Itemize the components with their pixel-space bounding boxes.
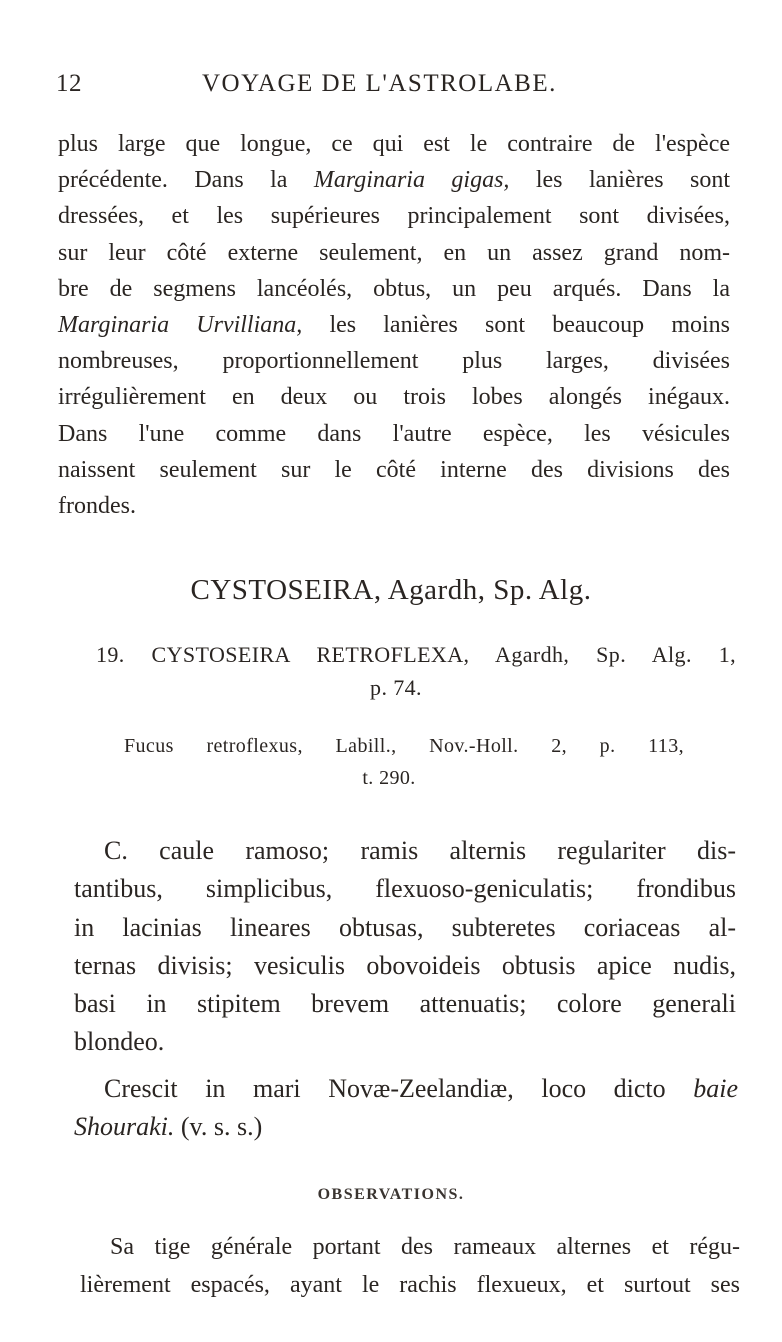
text-line — [80, 1228, 740, 1266]
text-line — [74, 832, 736, 870]
text-line: nombreuses, proportionnellement plus larges, divisées — [58, 348, 730, 375]
text-line: 19. CYSTOSEIRA RETROFLEXA, Agardh, Sp. Alg. 1, — [96, 642, 736, 667]
genus-heading: CYSTOSEIRA, Agardh, Sp. Alg. — [190, 574, 592, 606]
running-title: VOYAGE DE L'ASTROLABE. — [202, 70, 557, 97]
text-span: les lanières sont — [509, 167, 731, 194]
text-line: irrégulièrement en deux ou trois lobes alongés inégaux. — [58, 384, 730, 411]
text-line: bre de segmens lancéolés, obtus, un peu arqués. Dans la — [58, 275, 730, 302]
species-name-italic: Marginaria Urvilliana, — [58, 312, 303, 339]
observations-paragraph — [80, 1228, 740, 1304]
text-line: naissent seulement sur le côté interne des divisions des — [58, 456, 730, 483]
text-line: plus large que longue, ce qui est le contraire de l'espèce — [58, 131, 730, 157]
text-line: sur leur côté externe seulement, en un assez grand nom- — [58, 239, 730, 266]
text-span: les lanières sont beaucoup moins — [302, 312, 730, 339]
latin-diagnosis — [74, 832, 736, 1062]
text-line — [58, 307, 730, 343]
text-line — [74, 1108, 738, 1146]
text-line: dressées, et les supérieures principalement sont divisées, — [58, 203, 730, 230]
text-line: blondeo. — [74, 1027, 165, 1057]
locality-italic: Shouraki. — [74, 1112, 175, 1141]
text-line: basi in stipitem brevem attenuatis; colore generali — [74, 989, 736, 1019]
habitat-paragraph — [74, 1070, 738, 1146]
observations-heading: OBSERVATIONS. — [317, 1186, 465, 1203]
text-line — [58, 162, 730, 198]
text-line: t. 290. — [362, 767, 416, 789]
text-span: (v. s. s.) — [174, 1112, 263, 1141]
text-span: précédente. Dans la — [58, 167, 314, 194]
text-span: C. caule ramoso; ramis alternis regulariter dis- — [104, 836, 736, 865]
text-line: Fucus retroflexus, Labill., Nov.-Holl. 2, p. 113, — [124, 735, 684, 757]
page-header — [56, 70, 736, 110]
text-line — [74, 1070, 738, 1108]
species-name-italic: Marginaria gigas, — [313, 167, 510, 194]
text-line: Dans l'une comme dans l'autre espèce, les vésicules — [58, 420, 730, 447]
text-span: Sa tige générale portant des rameaux alternes et régu- — [110, 1234, 740, 1260]
text-line: p. 74. — [370, 675, 422, 700]
text-line: frondes. — [58, 493, 136, 520]
text-line: ternas divisis; vesiculis obovoideis obtusis apice nudis, — [74, 950, 736, 980]
locality-italic: baie — [693, 1074, 738, 1103]
text-span: Crescit in mari Novæ-Zeelandiæ, loco dicto — [104, 1074, 694, 1103]
text-line: lièrement espacés, ayant le rachis flexueux, et surtout ses — [80, 1272, 740, 1298]
paragraph-marginaria-comparison — [58, 126, 730, 524]
text-line: tantibus, simplicibus, flexuoso-geniculatis; frondibus — [74, 874, 736, 904]
text-line: in lacinias lineares obtusas, subteretes coriaceas al- — [74, 912, 736, 942]
species-heading — [96, 638, 736, 704]
page-number: 12 — [56, 70, 82, 97]
synonym-citation — [124, 730, 684, 794]
